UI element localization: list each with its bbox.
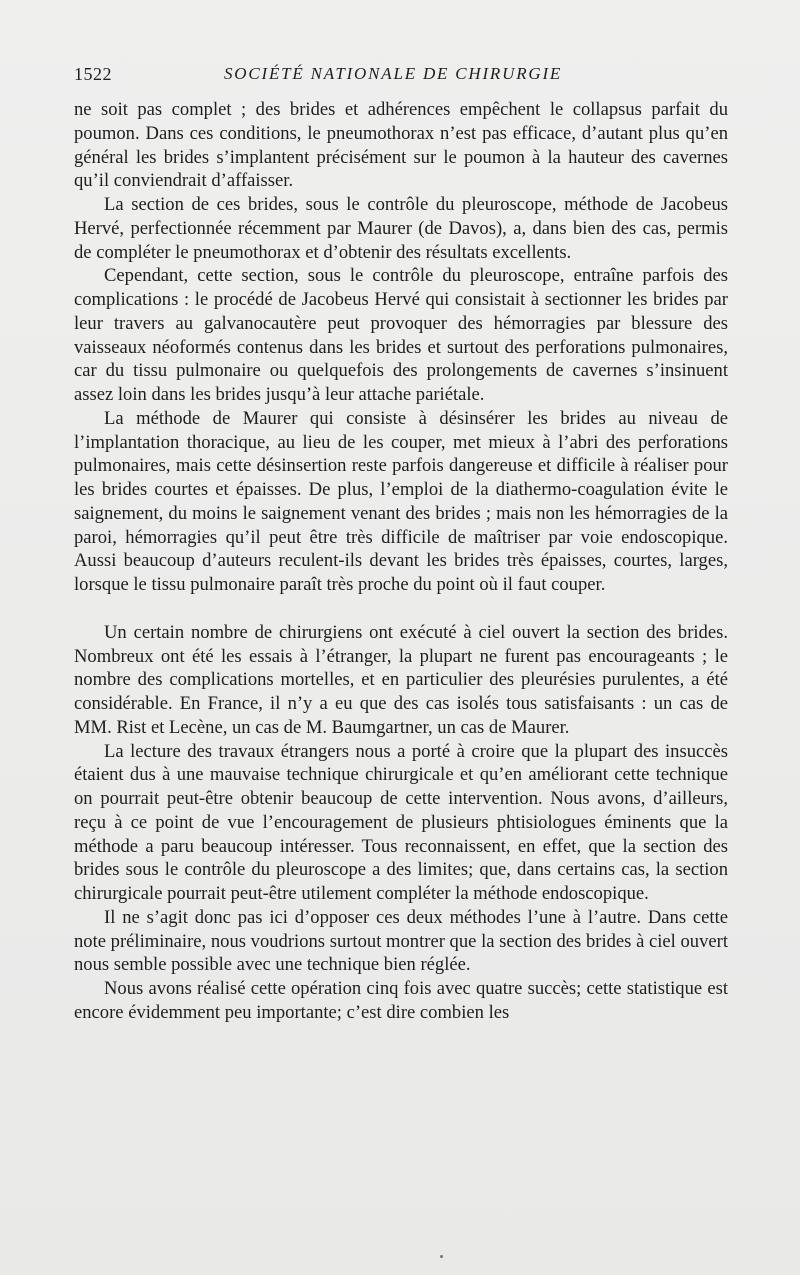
article-body — [74, 98, 728, 1025]
page-header — [74, 62, 728, 88]
paragraph: Il ne s’agit donc pas ici d’opposer ces deux méthodes l’une à l’autre. Dans cette note préliminaire, nous voudrions surtout montrer que la section des brides à ciel ouvert nous semble possible avec une technique bien réglée. — [74, 906, 728, 976]
paragraph: Un certain nombre de chirurgiens ont exécuté à ciel ouvert la section des brides. Nombreux ont été les essais à l’étranger, la plupart ne furent pas encourageants ; le nombre des complications mortelles, et en particulier des pleurésies purulentes, a été considérable. En France, il n’y a eu que des cas isolés tous satisfaisants : un cas de MM. Rist et Lecène, un cas de M. Baumgartner, un cas de Maurer. — [74, 621, 728, 738]
paragraph: La lecture des travaux étrangers nous a porté à croire que la plupart des insuccès étaient dus à une mauvaise technique chirurgicale et qu’en améliorant cette technique on pourrait peut-être obtenir beaucoup de cette intervention. Nous avons, d’ailleurs, reçu à ce point de vue l’encouragement de plusieurs phtisiologues éminents que la méthode a paru beaucoup intéresser. Tous reconnaissent, en effet, que la section des brides sous le contrôle du pleuroscope a des limites; que, dans certains cas, la section chirurgicale pourrait peut-être utilement compléter la méthode endoscopique. — [74, 740, 728, 904]
paragraph: La section de ces brides, sous le contrôle du pleuroscope, méthode de Jacobeus Hervé, perfectionnée récemment par Maurer (de Davos), a, dans bien des cas, permis de compléter le pneumothorax et d’obtenir des résultats excellents. — [74, 194, 728, 263]
paragraph: La méthode de Maurer qui consiste à désinsérer les brides au niveau de l’implantation thoracique, au lieu de les couper, met mieux à l’abri des perforations pulmonaires, mais cette désinsertion reste parfois dangereuse et difficile à réaliser pour les brides courtes et épaisses. De plus, l’emploi de la diathermo-coagulation évite le saignement, du moins le saignement venant des brides ; mais non les hémorragies de la paroi, hémorragies qu’il peut être très difficile de maîtriser par voie endoscopique. Aussi beaucoup d’auteurs reculent-ils devant les brides très épaisses, courtes, larges, lorsque le tissu pulmonaire paraît très proche du point où il faut couper. — [74, 407, 728, 595]
page-number: 1522 — [74, 64, 112, 84]
running-title: SOCIÉTÉ NATIONALE DE CHIRURGIE — [224, 64, 563, 83]
paragraph: Cependant, cette section, sous le contrôle du pleuroscope, entraîne parfois des complications : le procédé de Jacobeus Hervé qui consistait à sectionner les brides par leur travers au galvanocautère peut provoquer des hémorragies par blessure des vaisseaux néoformés contenus dans les brides et surtout des perforations pulmonaires, car du tissu pulmonaire ou quelquefois des prolongements de cavernes s’insinuent assez loin dans les brides jusqu’à leur attache pariétale. — [74, 265, 728, 405]
paragraph-continuation: ne soit pas complet ; des brides et adhérences empêchent le collapsus parfait du poumon. Dans ces conditions, le pneumothorax n’est pas efficace, d’autant plus qu’en général les brides s’implantent précisément sur le poumon à la hauteur des cavernes qu’il conviendrait d’affaisser. — [74, 99, 728, 192]
paragraph: Nous avons réalisé cette opération cinq fois avec quatre succès; cette statistique est encore évidemment peu importante; c’est dire combien les — [74, 978, 728, 1023]
paper-speck — [440, 1255, 443, 1258]
